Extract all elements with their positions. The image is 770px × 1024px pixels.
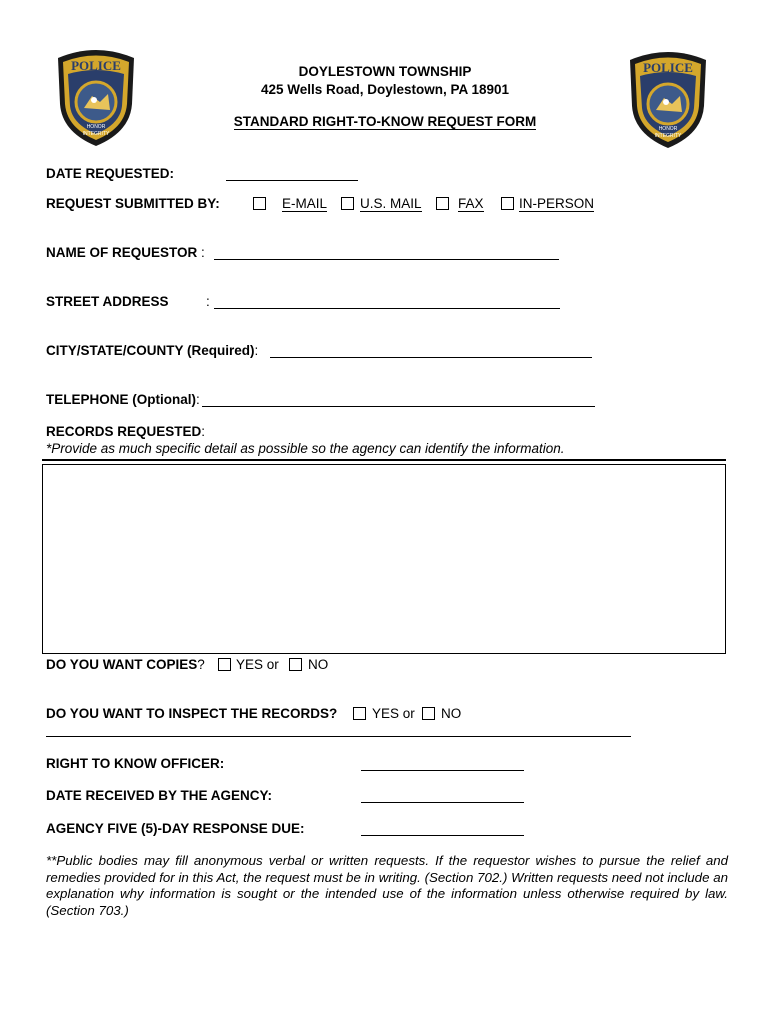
in-person-option: IN-PERSON (519, 196, 595, 211)
form-title: STANDARD RIGHT-TO-KNOW REQUEST FORM (233, 114, 537, 129)
name-label-row: NAME OF REQUESTOR : (46, 245, 205, 260)
city-label-row: CITY/STATE/COUNTY (Required): (46, 343, 259, 358)
date-requested-label: DATE REQUESTED: (46, 166, 175, 181)
date-received-label: DATE RECEIVED BY THE AGENCY: (46, 788, 273, 803)
police-badge-right (626, 46, 710, 150)
date-requested-field[interactable] (226, 180, 358, 181)
records-divider (42, 459, 726, 461)
inspect-no-checkbox[interactable] (422, 707, 435, 720)
name-field[interactable] (214, 259, 559, 260)
legal-notes: **Public bodies may fill anonymous verbal or written requests. If the requestor wishes to pursue the relief and remedies provided for in this Act, the request must be in writing. (Section 702.) Written requests need not include an explanation why information is sought or the intended use of the information unless otherwise required by law. (Section 703.) (46, 853, 728, 918)
phone-field[interactable] (202, 406, 595, 407)
response-due-label: AGENCY FIVE (5)-DAY RESPONSE DUE: (46, 821, 305, 836)
copies-no-label: NO (308, 657, 329, 672)
city-field[interactable] (270, 357, 592, 358)
svg-text:HONOR: HONOR (658, 126, 678, 132)
rtk-officer-field[interactable] (361, 770, 524, 771)
copies-no-checkbox[interactable] (289, 658, 302, 671)
fax-checkbox[interactable] (436, 197, 449, 210)
us-mail-checkbox[interactable] (341, 197, 354, 210)
name-label: NAME OF REQUESTOR (46, 245, 198, 260)
email-option: E-MAIL (282, 196, 328, 211)
inspect-question: DO YOU WANT TO INSPECT THE RECORDS? (46, 706, 338, 721)
response-due-field[interactable] (361, 835, 524, 836)
phone-label: TELEPHONE (Optional) (46, 392, 196, 407)
records-label: RECORDS REQUESTED (46, 424, 202, 439)
svg-text:INTEGRITY: INTEGRITY (82, 131, 110, 137)
township-name: DOYLESTOWN TOWNSHIP (298, 64, 472, 79)
inspect-yes-checkbox[interactable] (353, 707, 366, 720)
records-hint: *Provide as much specific detail as possible so the agency can identify the information. (46, 441, 565, 456)
email-checkbox[interactable] (253, 197, 266, 210)
in-person-checkbox[interactable] (501, 197, 514, 210)
records-textarea[interactable] (42, 464, 726, 654)
city-label: CITY/STATE/COUNTY (Required) (46, 343, 255, 358)
street-label: STREET ADDRESS (46, 294, 169, 309)
rtk-officer-label: RIGHT TO KNOW OFFICER: (46, 756, 225, 771)
inspect-yes-label: YES or (372, 706, 415, 721)
submitted-by-label: REQUEST SUBMITTED BY: (46, 196, 220, 211)
inspect-no-label: NO (441, 706, 462, 721)
us-mail-option: U.S. MAIL (360, 196, 422, 211)
svg-text:POLICE: POLICE (643, 60, 693, 75)
street-field[interactable] (214, 308, 560, 309)
section-divider (46, 736, 631, 737)
records-label-row: RECORDS REQUESTED: (46, 424, 206, 439)
date-received-field[interactable] (361, 802, 524, 803)
police-badge-left (54, 44, 138, 148)
svg-text:POLICE: POLICE (71, 58, 121, 73)
copies-question: DO YOU WANT COPIES? (46, 657, 205, 672)
township-address: 425 Wells Road, Doylestown, PA 18901 (260, 82, 510, 97)
phone-label-row: TELEPHONE (Optional): (46, 392, 200, 407)
street-colon: : (206, 294, 210, 309)
fax-option: FAX (458, 196, 484, 211)
copies-yes-checkbox[interactable] (218, 658, 231, 671)
copies-yes-label: YES or (236, 657, 279, 672)
svg-text:INTEGRITY: INTEGRITY (654, 133, 682, 139)
svg-text:HONOR: HONOR (86, 124, 106, 130)
